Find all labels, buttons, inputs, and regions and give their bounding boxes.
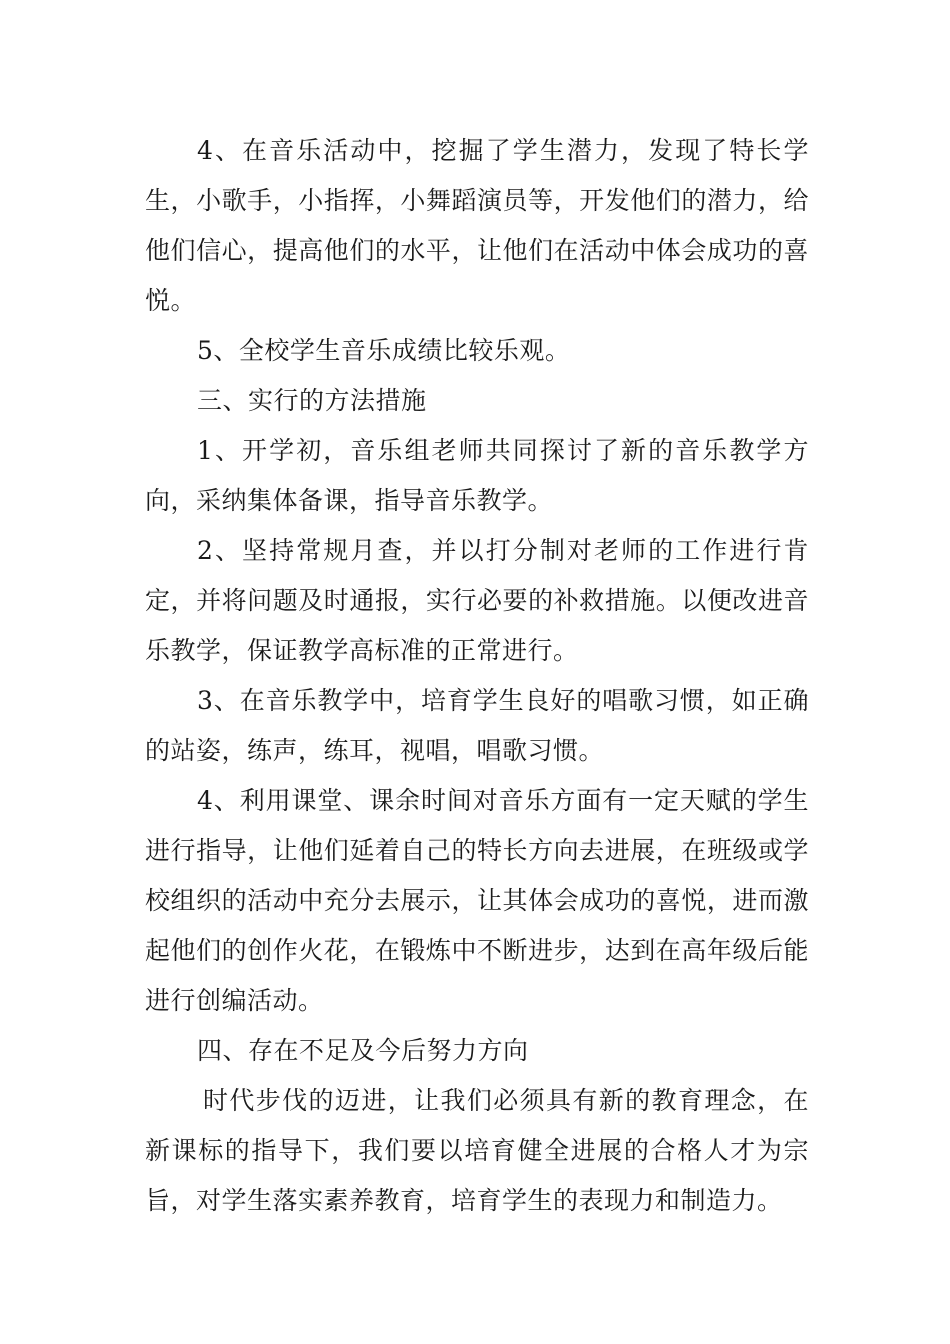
paragraph-item-4-talent: 4、在音乐活动中，挖掘了学生潜力，发现了特长学生，小歌手，小指挥，小舞蹈演员等，开发他们的潜力，给他们信心，提高他们的水平，让他们在活动中体会成功的喜悦。 bbox=[145, 136, 809, 315]
document-body bbox=[145, 126, 809, 1226]
paragraph-method-2: 2、坚持常规月查，并以打分制对老师的工作进行肯定，并将问题及时通报，实行必要的补救措施。以便改进音乐教学，保证教学高标准的正常进行。 bbox=[145, 536, 809, 665]
section-heading-shortcomings: 四、存在不足及今后努力方向 bbox=[197, 1036, 529, 1065]
paragraph-method-1: 1、开学初，音乐组老师共同探讨了新的音乐教学方向，采纳集体备课，指导音乐教学。 bbox=[145, 436, 809, 515]
paragraph-method-4: 4、利用课堂、课余时间对音乐方面有一定天赋的学生进行指导，让他们延着自己的特长方向去进展，在班级或学校组织的活动中充分去展示，让其体会成功的喜悦，进而激起他们的创作火花，在锻炼中不断进步，达到在高年级后能进行创编活动。 bbox=[145, 786, 809, 1015]
paragraph-method-3: 3、在音乐教学中，培育学生良好的唱歌习惯，如正确的站姿，练声，练耳，视唱，唱歌习惯。 bbox=[145, 686, 809, 765]
paragraph-item-5-results: 5、全校学生音乐成绩比较乐观。 bbox=[197, 336, 571, 365]
paragraph-closing: 时代步伐的迈进，让我们必须具有新的教育理念，在新课标的指导下，我们要以培育健全进展的合格人才为宗旨，对学生落实素养教育，培育学生的表现力和制造力。 bbox=[145, 1086, 809, 1215]
section-heading-methods: 三、实行的方法措施 bbox=[197, 386, 427, 415]
